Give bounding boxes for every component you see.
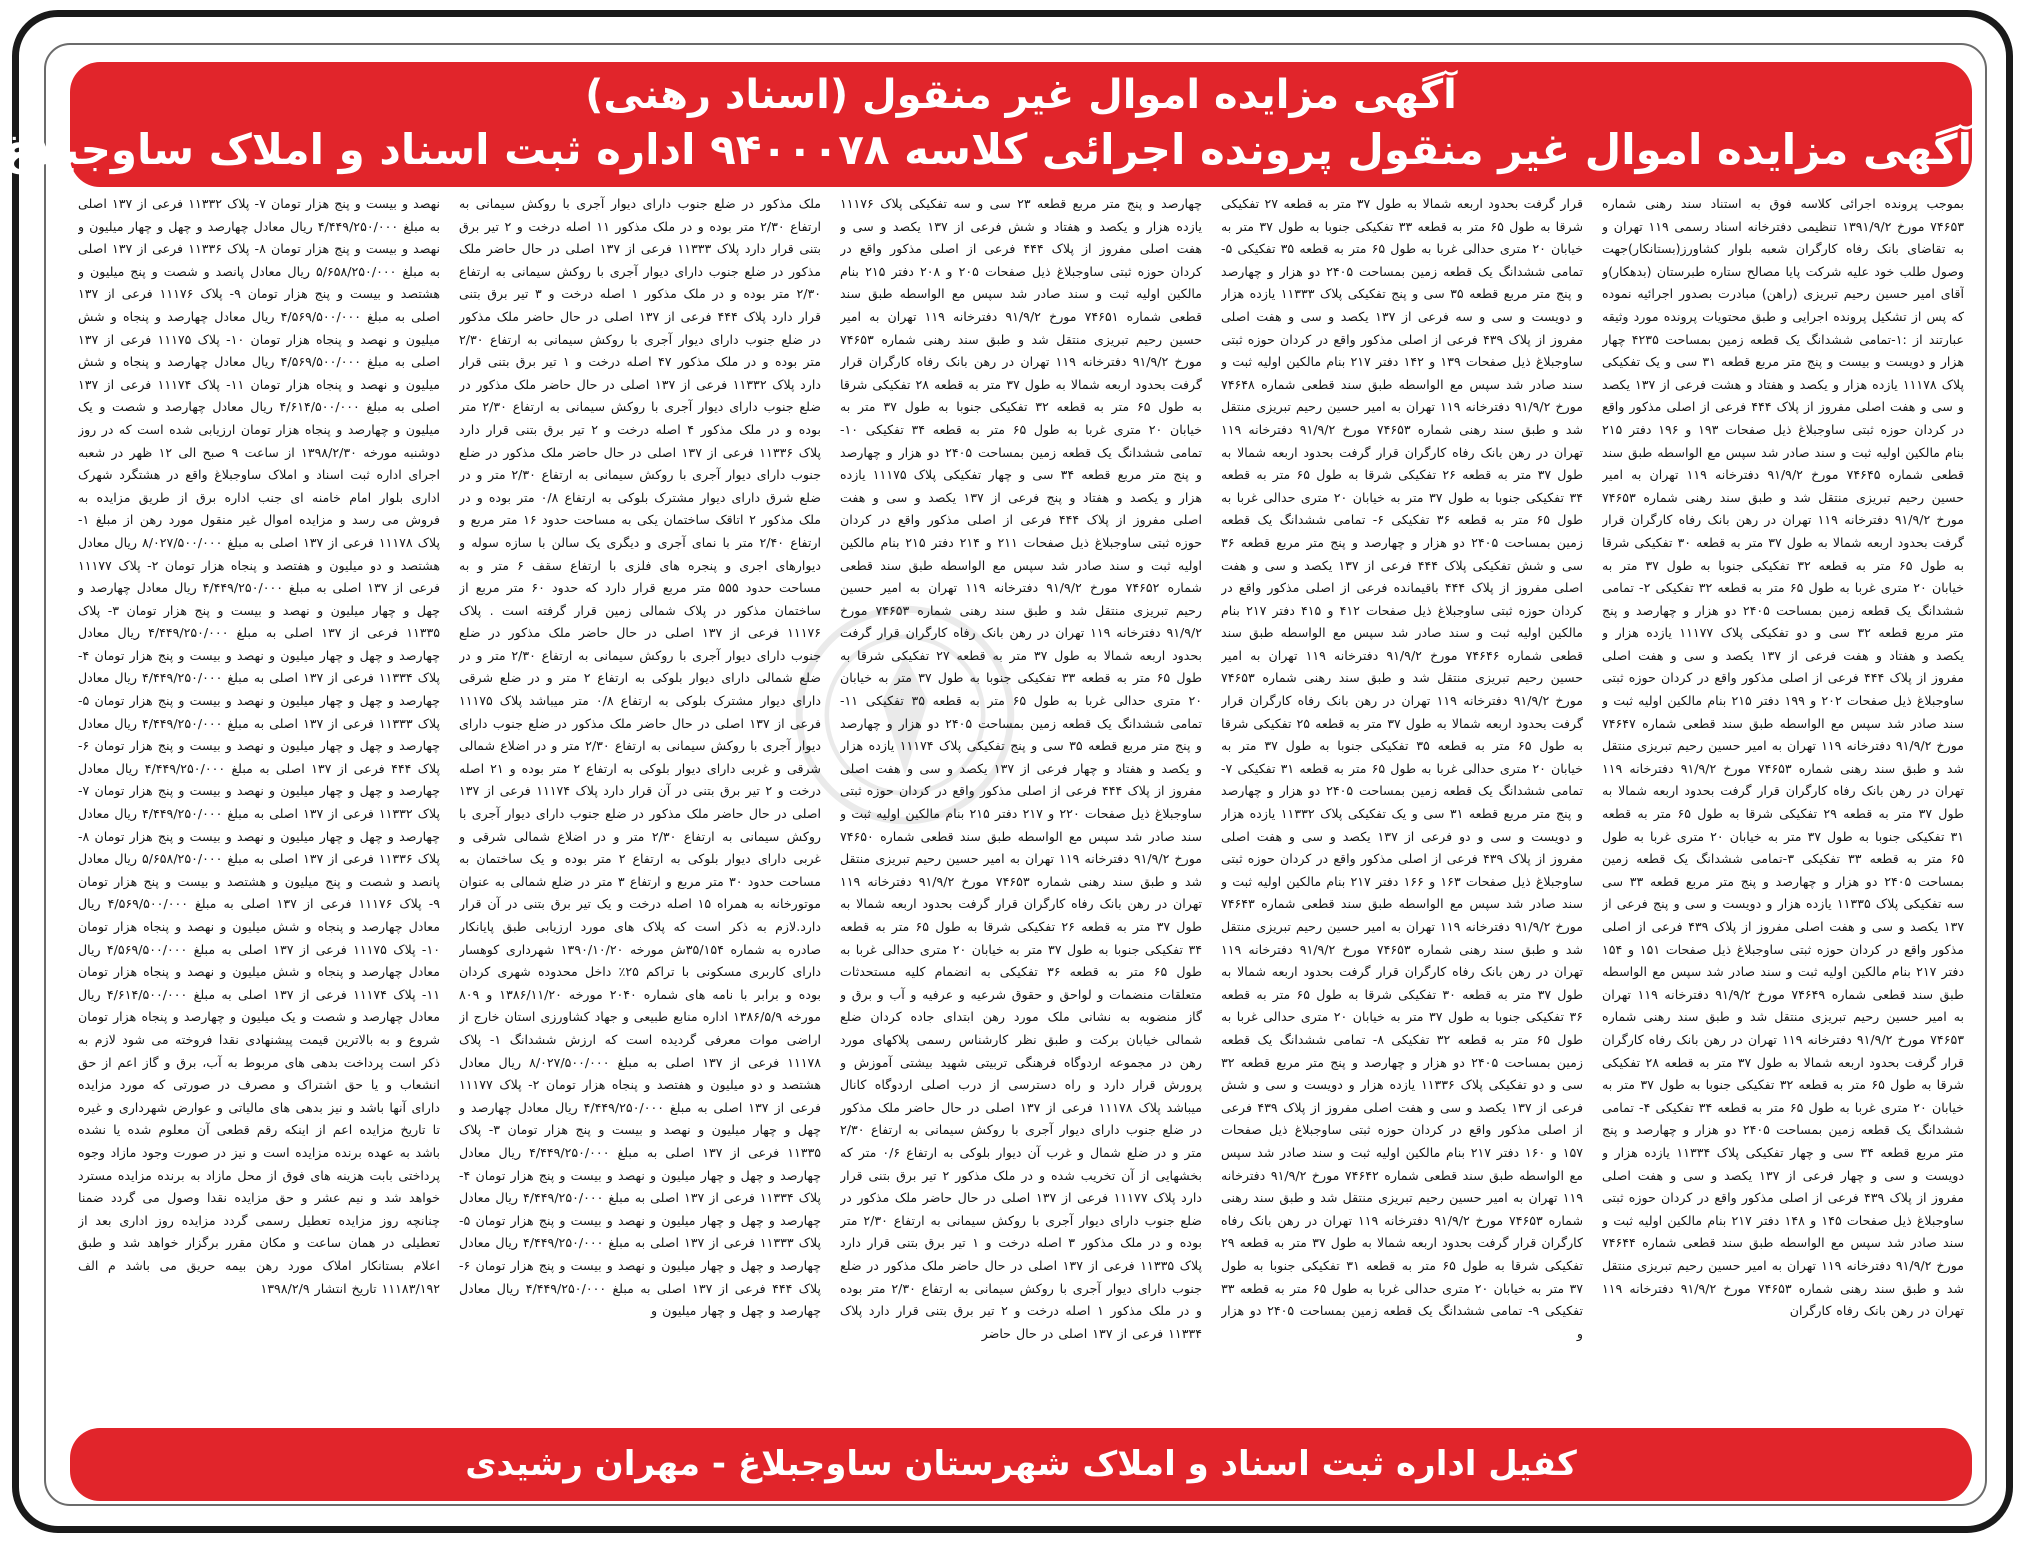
header-band (2, 62, 1972, 187)
signature-band: کفیل اداره ثبت اسناد و املاک شهرستان ساوجبلاغ - مهران رشیدی (70, 1428, 1972, 1501)
text-column-5: نهصد و بیست و پنج هزار تومان ۷- پلاک ۱۱۳۳۲ فرعی از ۱۳۷ اصلی به مبلغ ۴/۴۴۹/۲۵۰/۰۰۰ ریال معادل چهارصد و چهل و چهار میلیون و نهصد و بیست و پنج هزار تومان ۸- پلاک ۱۱۳۳۶ فرعی از ۱۳۷ اصلی به مبلغ ۵/۶۵۸/۲۵۰/۰۰۰ ریال معادل پانصد و شصت و پنج میلیون و هشتصد و بیست و پنج هزار تومان ۹- پلاک ۱۱۱۷۶ فرعی از ۱۳۷ اصلی به مبلغ ۴/۵۶۹/۵۰۰/۰۰۰ ریال معادل چهارصد و پنجاه و شش میلیون و نهصد و پنجاه هزار تومان ۱۰- پلاک ۱۱۱۷۵ فرعی از ۱۳۷ اصلی به مبلغ ۴/۵۶۹/۵۰۰/۰۰۰ ریال معادل چهارصد و پنجاه و شش میلیون و نهصد و پنجاه هزار تومان ۱۱- پلاک ۱۱۱۷۴ فرعی از ۱۳۷ اصلی به مبلغ ۴/۶۱۴/۵۰۰/۰۰۰ ریال معادل چهارصد و شصت و یک میلیون و چهارصد و پنجاه هزار تومان ارزیابی شده است که در روز دوشنبه مورخه ۱۳۹۸/۲/۳۰ از ساعت ۹ صبح الی ۱۲ ظهر در شعبه اجرای اداره ثبت اسناد و املاک ساوجبلاغ واقع در هشتگرد شهرک اداری بلوار امام خامنه ای جنب اداره برق از طریق مزایده به فروش می رسد و مزایده اموال غیر منقول مورد رهن از مبلغ ۱- پلاک ۱۱۱۷۸ فرعی از ۱۳۷ اصلی به مبلغ ۸/۰۲۷/۵۰۰/۰۰۰ ریال معادل هشتصد و دو میلیون و هفتصد و پنجاه هزار تومان ۲- پلاک ۱۱۱۷۷ فرعی از ۱۳۷ اصلی به مبلغ ۴/۴۴۹/۲۵۰/۰۰۰ ریال معادل چهارصد و چهل و چهار میلیون و نهصد و بیست و پنج هزار تومان ۳- پلاک ۱۱۳۳۵ فرعی از ۱۳۷ اصلی به مبلغ ۴/۴۴۹/۲۵۰/۰۰۰ ریال معادل چهارصد و چهل و چهار میلیون و نهصد و بیست و پنج هزار تومان ۴- پلاک ۱۱۳۳۴ فرعی از ۱۳۷ اصلی به مبلغ ۴/۴۴۹/۲۵۰/۰۰۰ ریال معادل چهارصد و چهل و چهار میلیون و نهصد و بیست و پنج هزار تومان ۵- پلاک ۱۱۳۳۳ فرعی از ۱۳۷ اصلی به مبلغ ۴/۴۴۹/۲۵۰/۰۰۰ ریال معادل چهارصد و چهل و چهار میلیون و نهصد و بیست و پنج هزار تومان ۶- پلاک ۴۴۴ فرعی از ۱۳۷ اصلی به مبلغ ۴/۴۴۹/۲۵۰/۰۰۰ ریال معادل چهارصد و چهل و چهار میلیون و نهصد و بیست و پنج هزار تومان ۷- پلاک ۱۱۳۳۲ فرعی از ۱۳۷ اصلی به مبلغ ۴/۴۴۹/۲۵۰/۰۰۰ ریال معادل چهارصد و چهل و چهار میلیون و نهصد و بیست و پنج هزار تومان ۸- پلاک ۱۱۳۳۶ فرعی از ۱۳۷ اصلی به مبلغ ۵/۶۵۸/۲۵۰/۰۰۰ ریال معادل پانصد و شصت و پنج میلیون و هشتصد و بیست و پنج هزار تومان ۹- پلاک ۱۱۱۷۶ فرعی از ۱۳۷ اصلی به مبلغ ۴/۵۶۹/۵۰۰/۰۰۰ ریال معادل چهارصد و پنجاه و شش میلیون و نهصد و پنجاه هزار تومان ۱۰- پلاک ۱۱۱۷۵ فرعی از ۱۳۷ اصلی به مبلغ ۴/۵۶۹/۵۰۰/۰۰۰ ریال معادل چهارصد و پنجاه و شش میلیون و نهصد و پنجاه هزار تومان ۱۱- پلاک ۱۱۱۷۴ فرعی از ۱۳۷ اصلی به مبلغ ۴/۶۱۴/۵۰۰/۰۰۰ ریال معادل چهارصد و شصت و یک میلیون و چهارصد و پنجاه هزار تومان شروع و به بالاترین قیمت پیشنهادی نقدا فروخته می شود لازم به ذکر است پرداخت بدهی های مربوط به آب، برق و گاز اعم از حق انشعاب و یا حق اشتراک و مصرف در صورتی که مورد مزایده دارای آنها باشد و نیز بدهی های مالیاتی و عوارض شهرداری و غیره تا تاریخ مزایده اعم از اینکه رقم قطعی آن معلوم شده یا نشده باشد به عهده برنده مزایده است و نیز در صورت وجود مازاد وجوه پرداختی بابت هزینه های فوق از محل مازاد به برنده مزایده مسترد خواهد شد و نیم عشر و حق مزایده نقدا وصول می گردد ضمنا چنانچه روز مزایده تعطیل رسمی گردد مزایده روز اداری بعد از تعطیلی در همان ساعت و مکان مقرر برگزار خواهد شد و طبق اعلام بستانکار املاک مورد رهن بیمه حریق می باشد م الف ۱۱۱۸۳/۱۹۲ تاریخ انتشار ۱۳۹۸/۲/۹ (78, 196, 440, 1296)
text-column-3: چهارصد و پنج متر مربع قطعه ۲۳ سی و سه تفکیکی پلاک ۱۱۱۷۶ یازده هزار و یکصد و هفتاد و شش فرعی از ۱۳۷ یکصد و سی و هفت اصلی مفروز از پلاک ۴۴۴ فرعی از اصلی مذکور واقع در کردان حوزه ثبتی ساوجبلاغ ذیل صفحات ۲۰۵ و ۲۰۸ دفتر ۲۱۵ بنام مالکین اولیه ثبت و سند صادر شد سپس مع الواسطه طبق سند قطعی شماره ۷۴۶۵۱ مورخ ۹۱/۹/۲ دفترخانه ۱۱۹ تهران به امیر حسین رحیم تبریزی منتقل شد و طبق سند رهنی شماره ۷۴۶۵۳ مورخ ۹۱/۹/۲ دفترخانه ۱۱۹ تهران در رهن بانک رفاه کارگران قرار گرفت بحدود اربعه شمالا به طول ۳۷ متر به قطعه ۲۸ تفکیکی شرقا به طول ۶۵ متر به قطعه ۳۲ تفکیکی جنوبا به طول ۳۷ متر به خیابان ۲۰ متری غربا به طول ۶۵ متر به قطعه ۳۴ تفکیکی ۱۰- تمامی ششدانگ یک قطعه زمین بمساحت ۲۴۰۵ دو هزار و چهارصد و پنج متر مربع قطعه ۳۴ سی و چهار تفکیکی پلاک ۱۱۱۷۵ یازده هزار و یکصد و هفتاد و پنج فرعی از ۱۳۷ یکصد و سی و هفت اصلی مفروز از پلاک ۴۴۴ فرعی از اصلی مذکور واقع در کردان حوزه ثبتی ساوجبلاغ ذیل صفحات ۲۱۱ و ۲۱۴ دفتر ۲۱۵ بنام مالکین اولیه ثبت و سند صادر شد سپس مع الواسطه طبق سند قطعی شماره ۷۴۶۵۲ مورخ ۹۱/۹/۲ دفترخانه ۱۱۹ تهران به امیر حسین رحیم تبریزی منتقل شد و طبق سند رهنی شماره ۷۴۶۵۳ مورخ ۹۱/۹/۲ دفترخانه ۱۱۹ تهران در رهن بانک رفاه کارگران قرار گرفت بحدود اربعه شمالا به طول ۳۷ متر به قطعه ۲۷ تفکیکی شرقا به طول ۶۵ متر به قطعه ۳۳ تفکیکی جنوبا به طول ۳۷ متر به خیابان ۲۰ متری حدالی غربا به طول ۶۵ متر به قطعه ۳۵ تفکیکی ۱۱- تمامی ششدانگ یک قطعه زمین بمساحت ۲۴۰۵ دو هزار و چهارصد و پنج متر مربع قطعه ۳۵ سی و پنج تفکیکی پلاک ۱۱۱۷۴ یازده هزار و یکصد و هفتاد و چهار فرعی از ۱۳۷ یکصد و سی و هفت اصلی مفروز از پلاک ۴۴۴ فرعی از اصلی مذکور واقع در کردان حوزه ثبتی ساوجبلاغ ذیل صفحات ۲۲۰ و ۲۱۷ دفتر ۲۱۵ بنام مالکین اولیه ثبت و سند صادر شد سپس مع الواسطه طبق سند قطعی شماره ۷۴۶۵۰ مورخ ۹۱/۹/۲ دفترخانه ۱۱۹ تهران به امیر حسین رحیم تبریزی منتقل شد و طبق سند رهنی شماره ۷۴۶۵۳ مورخ ۹۱/۹/۲ دفترخانه ۱۱۹ تهران در رهن بانک رفاه کارگران قرار گرفت بحدود اربعه شمالا به طول ۳۷ متر به قطعه ۲۶ تفکیکی شرقا به طول ۶۵ متر به قطعه ۳۴ تفکیکی جنوبا به طول ۳۷ متر به خیابان ۲۰ متری حدالی غربا به طول ۶۵ متر به قطعه ۳۶ تفکیکی به انضمام کلیه مستحدثات متعلقات منضمات و لواحق و حقوق شرعیه و عرفیه و آب و برق و گاز منضوبه به نشانی ملک مورد رهن ابتدای جاده کردان ضلع شمالی خیابان برکت و طبق نظر کارشناس رسمی پلاکهای مورد رهن در مجموعه اردوگاه فرهنگی تربیتی شهید بیشتی آموزش و پرورش قرار دارد و راه دسترسی از درب اصلی اردوگاه کانال میباشد پلاک ۱۱۱۷۸ فرعی از ۱۳۷ اصلی در حال حاضر ملک مذکور در ضلع جنوب دارای دیوار آجری با روکش سیمانی به ارتفاع ۲/۳۰ متر و در ضلع شمال و غرب آن دیوار بلوکی به ارتفاع ۰/۶ متر که بخشهایی از آن تخریب شده و در ملک مذکور ۲ تیر برق بتنی قرار دارد پلاک ۱۱۱۷۷ فرعی از ۱۳۷ اصلی در حال حاضر ملک مذکور در ضلع جنوب دارای دیوار آجری با روکش سیمانی به ارتفاع ۲/۳۰ متر بوده و در ملک مذکور ۳ اصله درخت و ۱ تیر برق بتنی قرار دارد پلاک ۱۱۳۳۵ فرعی از ۱۳۷ اصلی در حال حاضر ملک مذکور در ضلع جنوب دارای دیوار آجری با روکش سیمانی به ارتفاع ۲/۳۰ متر بوده و در ملک مذکور ۱ اصله درخت و ۲ تیر برق بتنی قرار دارد پلاک ۱۱۳۳۴ فرعی از ۱۳۷ اصلی در حال حاضر (840, 196, 1202, 1341)
text-column-4: ملک مذکور در ضلع جنوب دارای دیوار آجری با روکش سیمانی به ارتفاع ۲/۳۰ متر بوده و در ملک مذکور ۱۱ اصله درخت و ۲ تیر برق بتنی قرار دارد پلاک ۱۱۳۳۳ فرعی از ۱۳۷ اصلی در حال حاضر ملک مذکور در ضلع جنوب دارای دیوار آجری با روکش سیمانی به ارتفاع ۲/۳۰ متر بوده و در ملک مذکور ۱ اصله درخت و ۳ تیر برق بتنی قرار دارد پلاک ۴۴۴ فرعی از ۱۳۷ اصلی در حال حاضر ملک مذکور در ضلع جنوب دارای دیوار آجری با روکش سیمانی به ارتفاع ۲/۳۰ متر بوده و در ملک مذکور ۴۷ اصله درخت و ۱ تیر برق بتنی قرار دارد پلاک ۱۱۳۳۲ فرعی از ۱۳۷ اصلی در حال حاضر ملک مذکور در ضلع جنوب دارای دیوار آجری با روکش سیمانی به ارتفاع ۲/۳۰ متر بوده و در ملک مذکور ۴ اصله درخت و ۲ تیر برق بتنی قرار دارد پلاک ۱۱۳۳۶ فرعی از ۱۳۷ اصلی در حال حاضر ملک مذکور در ضلع جنوب دارای دیوار آجری با روکش سیمانی به ارتفاع ۲/۳۰ متر و در ضلع شرق دارای دیوار مشترک بلوکی به ارتفاع ۰/۸ متر بوده و در ملک مذکور ۲ اتاقک ساختمان یکی به مساحت حدود ۱۶ متر مربع و ارتفاع ۲/۴۰ متر با نمای آجری و دیگری یک سالن با سازه سوله و دیوارهای اجری و پنجره های فلزی با ارتفاع سقف ۶ متر و به مساحت حدود ۵۵۵ متر مربع قرار دارد که حدود ۶۰ متر مربع از ساختمان مذکور در پلاک شمالی زمین قرار گرفته است . پلاک ۱۱۱۷۶ فرعی از ۱۳۷ اصلی در حال حاضر ملک مذکور در ضلع جنوب دارای دیوار آجری با روکش سیمانی به ارتفاع ۲/۳۰ متر و در ضلع شمالی دارای دیوار بلوکی به ارتفاع ۲ متر و در ضلع شرقی دارای دیوار مشترک بلوکی به ارتفاع ۰/۸ متر میباشد پلاک ۱۱۱۷۵ فرعی از ۱۳۷ اصلی در حال حاضر ملک مذکور در ضلع جنوب دارای دیوار آجری با روکش سیمانی به ارتفاع ۲/۳۰ متر و در اضلاع شمالی شرقی و غربی دارای دیوار بلوکی به ارتفاع ۲ متر بوده و ۲۱ اصله درخت و ۲ تیر برق بتنی در آن قرار دارد پلاک ۱۱۱۷۴ فرعی از ۱۳۷ اصلی در حال حاضر ملک مذکور در ضلع جنوب دارای دیوار آجری با روکش سیمانی به ارتفاع ۲/۳۰ متر و در اضلاع شمالی شرقی و غربی دارای دیوار بلوکی به ارتفاع ۲ متر بوده و یک ساختمان به مساحت حدود ۳۰ متر مربع و ارتفاع ۳ متر در ضلع شمالی به عنوان موتورخانه به همراه ۱۵ اصله درخت و یک تیر برق بتنی در آن قرار دارد.لازم به ذکر است که پلاک های مورد ارزیابی طبق پایانکار صادره به شماره ۳۵/۱۵۴ش مورخه ۱۳۹۰/۱۰/۲۰ شهرداری کوهسار دارای کاربری مسکونی با تراکم ۲۵٪ داخل محدوده شهری کردان بوده و برابر با نامه های شماره ۲۰۴۰ مورخه ۱۳۸۶/۱۱/۲۰ و ۸۰۹ مورخه ۱۳۸۶/۵/۹ اداره منابع طبیعی و جهاد کشاورزی استان خارج از اراضی موات معرفی گردیده است که ارزش ششدانگ ۱- پلاک ۱۱۱۷۸ فرعی از ۱۳۷ اصلی به مبلغ ۸/۰۲۷/۵۰۰/۰۰۰ ریال معادل هشتصد و دو میلیون و هفتصد و پنجاه هزار تومان ۲- پلاک ۱۱۱۷۷ فرعی از ۱۳۷ اصلی به مبلغ ۴/۴۴۹/۲۵۰/۰۰۰ ریال معادل چهارصد و چهل و چهار میلیون و نهصد و بیست و پنج هزار تومان ۳- پلاک ۱۱۳۳۵ فرعی از ۱۳۷ اصلی به مبلغ ۴/۴۴۹/۲۵۰/۰۰۰ ریال معادل چهارصد و چهل و چهار میلیون و نهصد و بیست و پنج هزار تومان ۴- پلاک ۱۱۳۳۴ فرعی از ۱۳۷ اصلی به مبلغ ۴/۴۴۹/۲۵۰/۰۰۰ ریال معادل چهارصد و چهل و چهار میلیون و نهصد و بیست و پنج هزار تومان ۵- پلاک ۱۱۳۳۳ فرعی از ۱۳۷ اصلی به مبلغ ۴/۴۴۹/۲۵۰/۰۰۰ ریال معادل چهارصد و چهل و چهار میلیون و نهصد و بیست و پنج هزار تومان ۶- پلاک ۴۴۴ فرعی از ۱۳۷ اصلی به مبلغ ۴/۴۴۹/۲۵۰/۰۰۰ ریال معادل چهارصد و چهل و چهار میلیون و (459, 196, 821, 1319)
text-column-1: بموجب پرونده اجرائی کلاسه فوق به استناد سند رهنی شماره ۷۴۶۵۳ مورخ ۱۳۹۱/۹/۲ تنظیمی دفترخانه اسناد رسمی ۱۱۹ تهران و به تقاضای بانک رفاه کارگران شعبه بلوار کشاورز(بستانکار)جهت وصول طلب خود علیه شرکت پایا مصالح ستاره طبرستان (بدهکار)و آقای امیر حسین رحیم تبریزی (راهن) مبادرت بصدور اجرائیه نموده که پس از تشکیل پرونده اجرایی و طبق محتویات پرونده مورد وثیقه عبارتند از :۱-تمامی ششدانگ یک قطعه زمین بمساحت ۴۲۳۵ چهار هزار و دویست و بیست و پنج متر مربع قطعه ۳۱ سی و یک تفکیکی پلاک ۱۱۱۷۸ یازده هزار و یکصد و هفتاد و هشت فرعی از ۱۳۷ یکصد و سی و هفت اصلی مفروز از پلاک ۴۴۴ فرعی از اصلی مذکور واقع در کردان حوزه ثبتی ساوجبلاغ ذیل صفحات ۱۹۳ و ۱۹۶ دفتر ۲۱۵ بنام مالکین اولیه ثبت و سند صادر شد سپس مع الواسطه طبق سند قطعی شماره ۷۴۶۴۵ مورخ ۹۱/۹/۲ دفترخانه ۱۱۹ تهران به امیر حسین رحیم تبریزی منتقل شد و طبق سند رهنی شماره ۷۴۶۵۳ مورخ ۹۱/۹/۲ دفترخانه ۱۱۹ تهران در رهن بانک رفاه کارگران قرار گرفت بحدود اربعه شمالا به طول ۳۷ متر به قطعه ۳۰ تفکیکی شرقا به طول ۶۵ متر به قطعه ۳۲ تفکیکی جنوبا به طول ۳۷ متر به خیابان ۲۰ متری غربا به طول ۶۵ متر به قطعه ۳۲ تفکیکی ۲- تمامی ششدانگ یک قطعه زمین بمساحت ۲۴۰۵ دو هزار و چهارصد و پنج متر مربع قطعه ۳۲ سی و دو تفکیکی پلاک ۱۱۱۷۷ یازده هزار و یکصد و هفتاد و هفت فرعی از ۱۳۷ یکصد و سی و هفت اصلی مفروز از پلاک ۴۴۴ فرعی از اصلی مذکور واقع در کردان حوزه ثبتی ساوجبلاغ ذیل صفحات ۲۰۲ و ۱۹۹ دفتر ۲۱۵ بنام مالکین اولیه ثبت و سند صادر شد سپس مع الواسطه طبق سند قطعی شماره ۷۴۶۴۷ مورخ ۹۱/۹/۲ دفترخانه ۱۱۹ تهران به امیر حسین رحیم تبریزی منتقل شد و طبق سند رهنی شماره ۷۴۶۵۳ مورخ ۹۱/۹/۲ دفترخانه ۱۱۹ تهران در رهن بانک رفاه کارگران قرار گرفت بحدود اربعه شمالا به طول ۳۷ متر به قطعه ۲۹ تفکیکی شرقا به طول ۶۵ متر به قطعه ۳۱ تفکیکی جنوبا به طول ۳۷ متر به خیابان ۲۰ متری غربا به طول ۶۵ متر به قطعه ۳۳ تفکیکی ۳-تمامی ششدانگ یک قطعه زمین بمساحت ۲۴۰۵ دو هزار و چهارصد و پنج متر مربع قطعه ۳۳ سی سه تفکیکی پلاک ۱۱۳۳۵ یازده هزار و دویست و سی و پنج فرعی از ۱۳۷ یکصد و سی و هفت اصلی مفروز از پلاک ۴۳۹ فرعی از اصلی مذکور واقع در کردان حوزه ثبتی ساوجبلاغ ذیل صفحات ۱۵۱ و ۱۵۴ دفتر ۲۱۷ بنام مالکین اولیه ثبت و سند صادر شد سپس مع الواسطه طبق سند قطعی شماره ۷۴۶۴۹ مورخ ۹۱/۹/۲ دفترخانه ۱۱۹ تهران به امیر حسین رحیم تبریزی منتقل شد و طبق سند رهنی شماره ۷۴۶۵۳ مورخ ۹۱/۹/۲ دفترخانه ۱۱۹ تهران در رهن بانک رفاه کارگران قرار گرفت بحدود اربعه شمالا به طول ۳۷ متر به قطعه ۲۸ تفکیکی شرقا به طول ۶۵ متر به قطعه ۳۲ تفکیکی جنوبا به طول ۳۷ متر به خیابان ۲۰ متری غربا به طول ۶۵ متر به قطعه ۳۴ تفکیکی ۴- تمامی ششدانگ یک قطعه زمین بمساحت ۲۴۰۵ دو هزار و چهارصد و پنج متر مربع قطعه ۳۴ سی و چهار تفکیکی پلاک ۱۱۳۳۴ یازده هزار و دویست و سی و چهار فرعی از ۱۳۷ یکصد و سی و هفت اصلی مفروز از پلاک ۴۳۹ فرعی از اصلی مذکور واقع در کردان حوزه ثبتی ساوجبلاغ ذیل صفحات ۱۴۵ و ۱۴۸ دفتر ۲۱۷ بنام مالکین اولیه ثبت و سند صادر شد سپس مع الواسطه طبق سند قطعی شماره ۷۴۶۴۴ مورخ ۹۱/۹/۲ دفترخانه ۱۱۹ تهران به امیر حسین رحیم تبریزی منتقل شد و طبق سند رهنی شماره ۷۴۶۵۳ مورخ ۹۱/۹/۲ دفترخانه ۱۱۹ تهران در رهن بانک رفاه کارگران (1602, 196, 1964, 1319)
announcement-body (78, 193, 1964, 1406)
text-column-2: قرار گرفت بحدود اربعه شمالا به طول ۳۷ متر به قطعه ۲۷ تفکیکی شرقا به طول ۶۵ متر به قطعه ۳۳ تفکیکی جنوبا به طول ۳۷ متر به خیابان ۲۰ متری حدالی غربا به طول ۶۵ متر به قطعه ۳۵ تفکیکی ۵- تمامی ششدانگ یک قطعه زمین بمساحت ۲۴۰۵ دو هزار و چهارصد و پنج متر مربع قطعه ۳۵ سی و پنج تفکیکی پلاک ۱۱۳۳۳ یازده هزار و دویست و سی و سه فرعی از ۱۳۷ یکصد و سی و هفت اصلی مفروز از پلاک ۴۳۹ فرعی از اصلی مذکور واقع در کردان حوزه ثبتی ساوجبلاغ ذیل صفحات ۱۳۹ و ۱۴۲ دفتر ۲۱۷ بنام مالکین اولیه ثبت و سند صادر شد سپس مع الواسطه طبق سند قطعی شماره ۷۴۶۴۸ مورخ ۹۱/۹/۲ دفترخانه ۱۱۹ تهران به امیر حسین رحیم تبریزی منتقل شد و طبق سند رهنی شماره ۷۴۶۵۳ مورخ ۹۱/۹/۲ دفترخانه ۱۱۹ تهران در رهن بانک رفاه کارگران قرار گرفت بحدود اربعه شمالا به طول ۳۷ متر به قطعه ۲۶ تفکیکی شرقا به طول ۶۵ متر به قطعه ۳۴ تفکیکی جنوبا به طول ۳۷ متر به خیابان ۲۰ متری حدالی غربا به طول ۶۵ متر به قطعه ۳۶ تفکیکی ۶- تمامی ششدانگ یک قطعه زمین بمساحت ۲۴۰۵ دو هزار و چهارصد و پنج متر مربع قطعه ۳۶ سی و شش تفکیکی پلاک ۴۴۴ فرعی از ۱۳۷ یکصد و سی و هفت اصلی مفروز از پلاک ۴۴۴ باقیمانده فرعی از اصلی مذکور واقع در کردان حوزه ثبتی ساوجبلاغ ذیل صفحات ۴۱۲ و ۴۱۵ دفتر ۲۱۷ بنام مالکین اولیه ثبت و سند صادر شد سپس مع الواسطه طبق سند قطعی شماره ۷۴۶۴۶ مورخ ۹۱/۹/۲ دفترخانه ۱۱۹ تهران به امیر حسین رحیم تبریزی منتقل شد و طبق سند رهنی شماره ۷۴۶۵۳ مورخ ۹۱/۹/۲ دفترخانه ۱۱۹ تهران در رهن بانک رفاه کارگران قرار گرفت بحدود اربعه شمالا به طول ۳۷ متر به قطعه ۲۵ تفکیکی شرقا به طول ۶۵ متر به قطعه ۳۵ تفکیکی جنوبا به طول ۳۷ متر به خیابان ۲۰ متری حدالی غربا به طول ۶۵ متر به قطعه ۳۱ تفکیکی ۷- تمامی ششدانگ یک قطعه زمین بمساحت ۲۴۰۵ دو هزار و چهارصد و پنج متر مربع قطعه ۳۱ سی و یک تفکیکی پلاک ۱۱۳۳۲ یازده هزار و دویست و سی و دو فرعی از ۱۳۷ یکصد و سی و هفت اصلی مفروز از پلاک ۴۳۹ فرعی از اصلی مذکور واقع در کردان حوزه ثبتی ساوجبلاغ ذیل صفحات ۱۶۳ و ۱۶۶ دفتر ۲۱۷ بنام مالکین اولیه ثبت و سند صادر شد سپس مع الواسطه طبق سند قطعی شماره ۷۴۶۴۳ مورخ ۹۱/۹/۲ دفترخانه ۱۱۹ تهران به امیر حسین رحیم تبریزی منتقل شد و طبق سند رهنی شماره ۷۴۶۵۳ مورخ ۹۱/۹/۲ دفترخانه ۱۱۹ تهران در رهن بانک رفاه کارگران قرار گرفت بحدود اربعه شمالا به طول ۳۷ متر به قطعه ۳۰ تفکیکی شرقا به طول ۶۵ متر به قطعه ۳۶ تفکیکی جنوبا به طول ۳۷ متر به خیابان ۲۰ متری حدالی غربا به طول ۶۵ متر به قطعه ۳۲ تفکیکی ۸- تمامی ششدانگ یک قطعه زمین بمساحت ۲۴۰۵ دو هزار و چهارصد و پنج متر مربع قطعه ۳۲ سی و دو تفکیکی پلاک ۱۱۳۳۶ یازده هزار و دویست و سی و شش فرعی از ۱۳۷ یکصد و سی و هفت اصلی مفروز از پلاک ۴۳۹ فرعی از اصلی مذکور واقع در کردان حوزه ثبتی ساوجبلاغ ذیل صفحات ۱۵۷ و ۱۶۰ دفتر ۲۱۷ بنام مالکین اولیه ثبت و سند صادر شد سپس مع الواسطه طبق سند قطعی شماره ۷۴۶۴۲ مورخ ۹۱/۹/۲ دفترخانه ۱۱۹ تهران به امیر حسین رحیم تبریزی منتقل شد و طبق سند رهنی شماره ۷۴۶۵۳ مورخ ۹۱/۹/۲ دفترخانه ۱۱۹ تهران در رهن بانک رفاه کارگران قرار گرفت بحدود اربعه شمالا به طول ۳۷ متر به قطعه ۲۹ تفکیکی شرقا به طول ۶۵ متر به قطعه ۳۱ تفکیکی جنوبا به طول ۳۷ متر به خیابان ۲۰ متری حدالی غربا به طول ۶۵ متر به قطعه ۳۳ تفکیکی ۹- تمامی ششدانگ یک قطعه زمین بمساحت ۲۴۰۵ دو هزار و (1221, 196, 1583, 1341)
announcement-subtitle: آگهی مزایده اموال غیر منقول پرونده اجرائی کلاسه ۹۴۰۰۰۷۸ اداره ثبت اسناد و املاک ساوجبلاغ (2, 125, 1972, 174)
announcement-title: آگهی مزایده اموال غیر منقول (اسناد رهنی) (585, 72, 1457, 118)
